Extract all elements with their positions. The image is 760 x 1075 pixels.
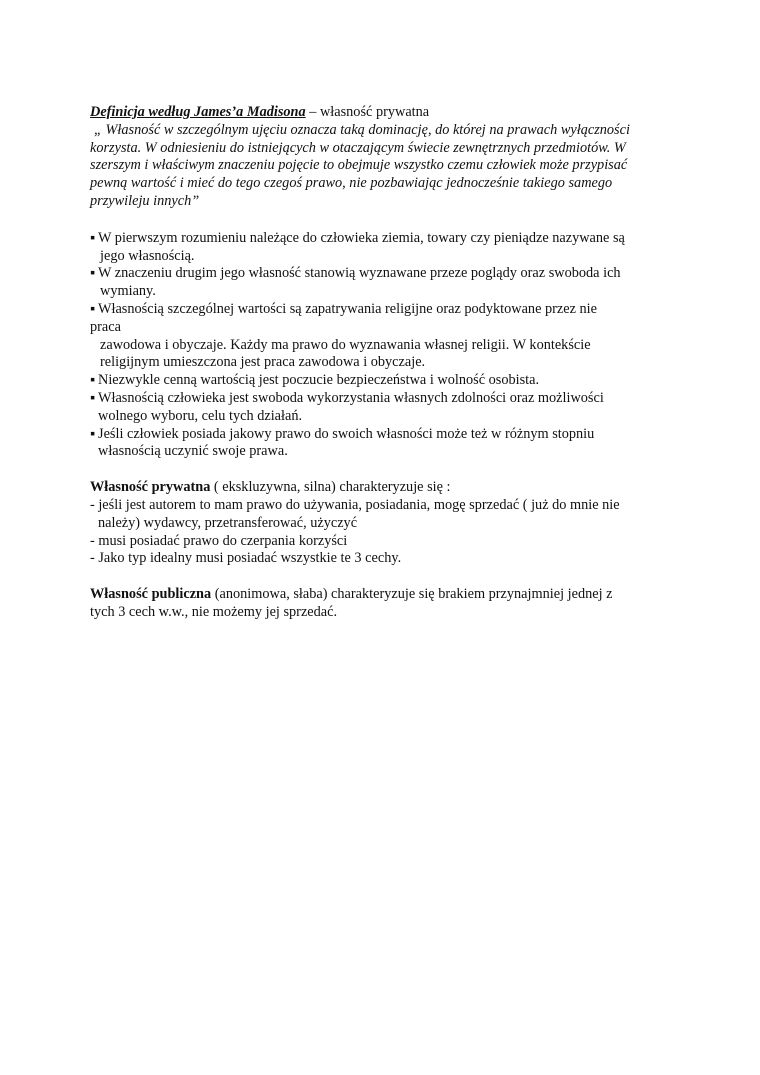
list-item: ▪ W pierwszym rozumieniu należące do człowieka ziemia, towary czy pieniądze nazywane są — [90, 229, 625, 246]
list-item: ▪ Własnością szczególnej wartości są zapatrywania religijne oraz podyktowane przez nie — [90, 300, 597, 317]
quote-line: przywileju innych” — [90, 192, 200, 209]
madison-quote — [90, 122, 680, 211]
bullet-icon: ▪ — [90, 425, 96, 442]
list-item-continuation: religijnym umieszczona jest praca zawodowa i obyczaje. — [100, 354, 426, 371]
private-property-line: - jeśli jest autorem to mam prawo do używania, posiadania, mogę sprzedać ( już do mnie nie — [90, 496, 620, 513]
list-item-continuation: własnością uczynić swoje prawa. — [98, 443, 288, 460]
definition-term: Definicja według James’a Madisona — [90, 104, 306, 120]
quote-line: szerszym i właściwym znaczeniu pojęcie to obejmuje wszystko czemu człowiek może przypisać — [90, 157, 628, 174]
bullet-list — [90, 230, 680, 461]
definition-heading — [90, 104, 680, 122]
public-property-term: Własność publiczna — [90, 586, 212, 603]
public-property-heading: Własność publiczna (anonimowa, słaba) charakteryzuje się brakiem przynajmniej jednej z — [90, 586, 613, 603]
list-item-continuation: zawodowa i obyczaje. Każdy ma prawo do wyznawania własnej religii. W kontekście — [100, 336, 591, 353]
list-item: ▪ W znaczeniu drugim jego własność stanowią wyznawane przeze poglądy oraz swoboda ich — [90, 265, 621, 282]
bullet-icon: ▪ — [90, 300, 96, 317]
definition-subtitle: – własność prywatna — [305, 104, 430, 120]
private-property-term: Własność prywatna — [90, 479, 211, 496]
document-page — [90, 104, 680, 622]
list-item-continuation: praca — [90, 318, 121, 335]
private-property-line: - Jako typ idealny musi posiadać wszystkie te 3 cechy. — [90, 550, 402, 567]
quote-line: pewną wartość i mieć do tego czegoś prawo, nie pozbawiając jednocześnie takiego samego — [90, 175, 613, 192]
list-item: ▪ Niezwykle cenną wartością jest poczucie bezpieczeństwa i wolność osobista. — [90, 372, 540, 389]
list-item: ▪ Jeśli człowiek posiada jakowy prawo do swoich własności może też w różnym stopniu — [90, 425, 595, 442]
list-item: ▪ Własnością człowieka jest swoboda wykorzystania własnych zdolności oraz możliwości — [90, 389, 604, 406]
private-property-heading: Własność prywatna ( ekskluzywna, silna) charakteryzuje się : — [90, 479, 451, 496]
public-property-section — [90, 586, 680, 622]
private-property-section — [90, 479, 680, 568]
quote-line: korzysta. W odniesieniu do istniejących w otaczającym świecie zewnętrznych przedmiotów. W — [90, 139, 626, 156]
public-property-line: tych 3 cech w.w., nie możemy jej sprzedać. — [90, 603, 338, 620]
quote-line: „ Własność w szczególnym ujęciu oznacza taką dominację, do której na prawach wyłączności — [94, 121, 630, 138]
list-item-continuation: jego własnością. — [100, 247, 195, 264]
private-property-line: - musi posiadać prawo do czerpania korzyści — [90, 532, 348, 549]
bullet-icon: ▪ — [90, 389, 96, 406]
bullet-icon: ▪ — [90, 372, 96, 389]
bullet-icon: ▪ — [90, 265, 96, 282]
list-item-continuation: wymiany. — [100, 283, 156, 300]
bullet-icon: ▪ — [90, 229, 96, 246]
private-property-line: należy) wydawcy, przetransferować, użyczyć — [98, 514, 358, 531]
list-item-continuation: wolnego wyboru, celu tych działań. — [98, 407, 303, 424]
